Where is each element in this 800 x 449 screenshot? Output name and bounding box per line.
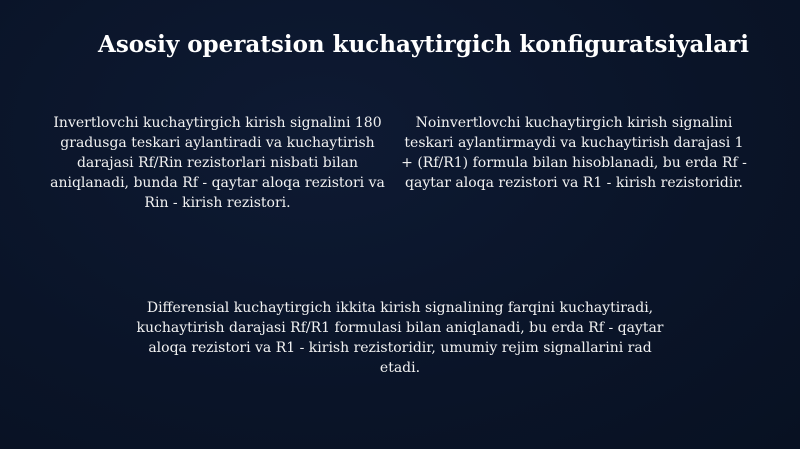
slide-title: Asosiy operatsion kuchaytirgich konfiguratsiyalari — [98, 31, 749, 58]
differential-amplifier-text: Differensial kuchaytirgich ikkita kirish signalining farqini kuchaytiradi, kuchaytirish darajasi Rf/R1 formulasi bilan aniqlanadi, bu erda Rf - qaytar aloqa rezistori va R1 - kirish rezistoridir, umumiy rejim signallarini rad etadi. — [136, 300, 664, 376]
inverting-amplifier-text: Invertlovchi kuchaytirgich kirish signalini 180 gradusga teskari aylantiradi va kuchaytirish darajasi Rf/Rin rezistorlari nisbati bilan aniqlanadi, bunda Rf - qaytar aloqa rezistori va Rin - kirish rezistori. — [50, 115, 385, 211]
non-inverting-amplifier-text: Noinvertlovchi kuchaytirgich kirish signalini teskari aylantirmaydi va kuchaytirish darajasi 1 + (Rf/R1) formula bilan hisoblanadi, bu erda Rf - qaytar aloqa rezistori va R1 - kirish rezistoridir. — [401, 115, 747, 191]
